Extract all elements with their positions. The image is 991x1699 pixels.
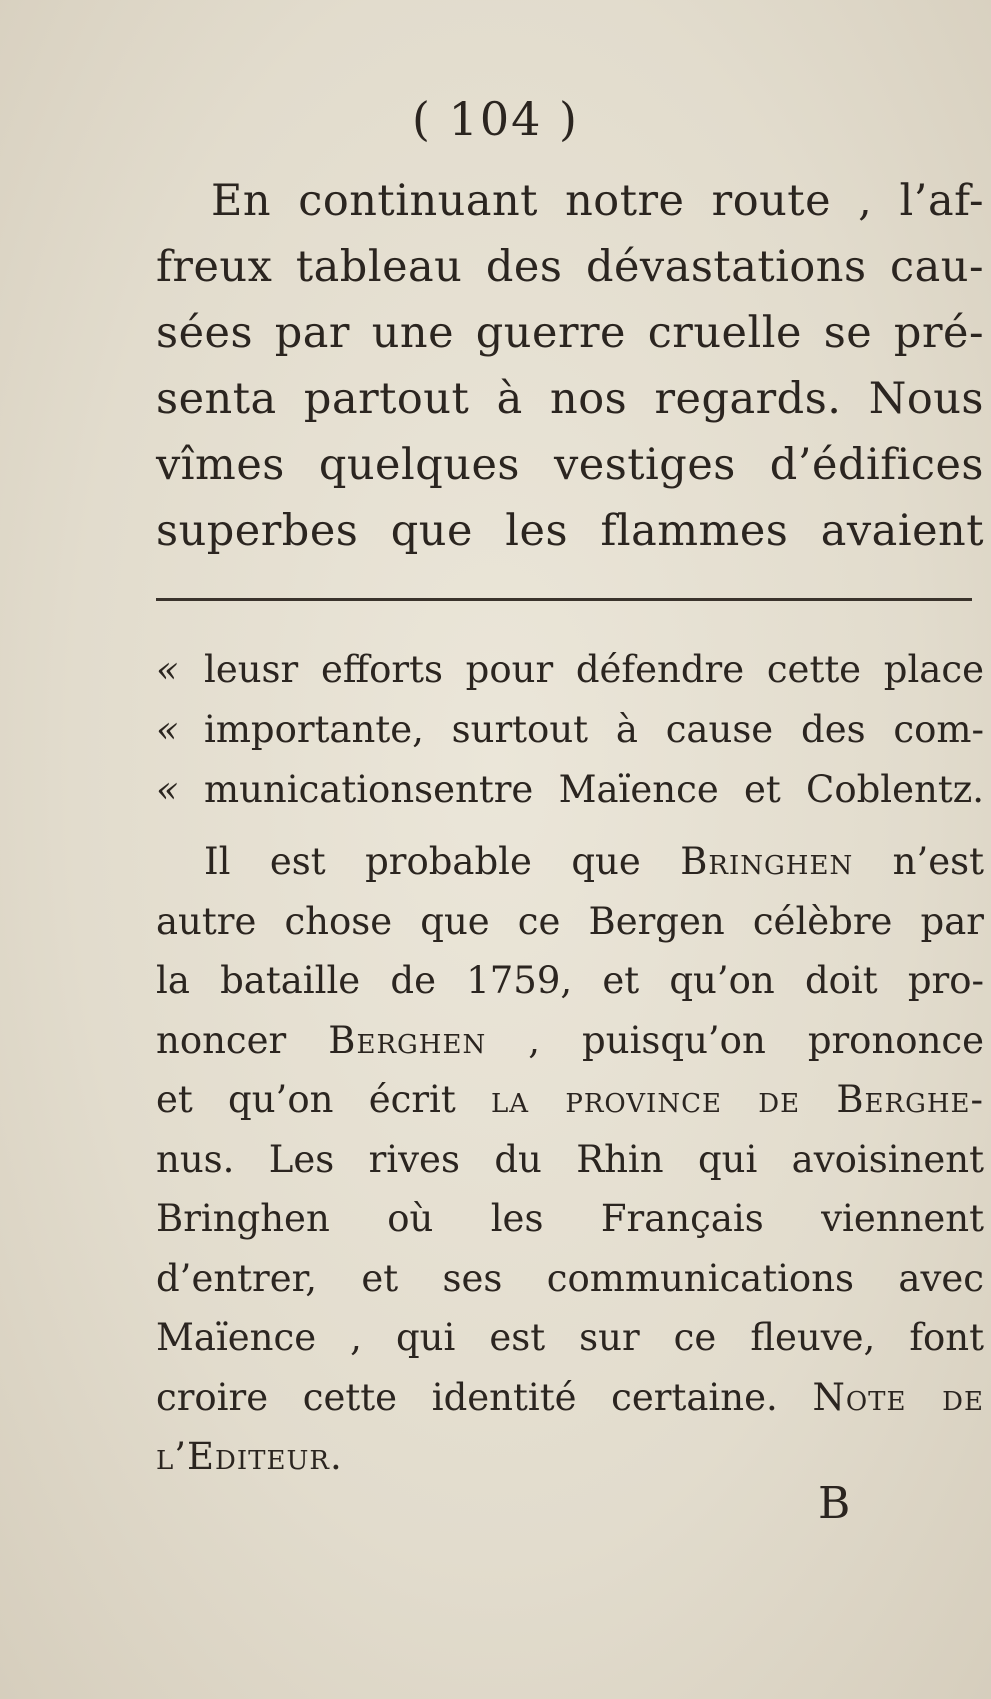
place-name: Berghen	[328, 1018, 487, 1062]
quoted-line	[156, 760, 984, 820]
note-line	[156, 1070, 984, 1130]
note-line: d’entrer, et ses communications avec	[156, 1256, 984, 1300]
main-line: senta partout à nos regards. Nous	[156, 374, 984, 424]
place-name: la province de Berghe-	[491, 1078, 984, 1121]
note-line: Bringhen où les Français viennent	[156, 1197, 984, 1240]
note-line	[156, 832, 984, 892]
editor-note	[156, 832, 984, 1487]
note-text: croire cette identité certaine.	[156, 1375, 778, 1419]
editor-attribution: Note de	[812, 1375, 985, 1419]
note-text: noncer	[156, 1018, 287, 1062]
quote-mark: «	[156, 648, 179, 691]
footnote	[156, 640, 984, 1487]
main-line: superbes que les flammes avaient	[156, 506, 984, 556]
quote-mark: «	[156, 768, 179, 811]
note-text: n’est	[892, 840, 984, 883]
quoted-text: leusr efforts pour défendre cette place	[204, 648, 984, 691]
note-line: autre chose que ce Bergen célèbre par	[156, 899, 984, 943]
footnote-rule	[156, 598, 972, 601]
note-line: la bataille de 1759, et qu’on doit pro-	[156, 959, 984, 1002]
quoted-line	[156, 640, 984, 700]
note-line: nus. Les rives du Rhin qui avoisinent	[156, 1137, 984, 1181]
note-line: Maïence , qui est sur ce fleuve, font	[156, 1316, 984, 1359]
note-text: , puisqu’on prononce	[528, 1018, 985, 1062]
quoted-text: importante, surtout à cause des com-	[204, 708, 984, 751]
main-paragraph	[156, 168, 984, 564]
note-text: Il est probable que	[204, 840, 641, 883]
signature-mark: B	[818, 1478, 851, 1529]
main-line: freux tableau des dévastations cau-	[156, 242, 984, 292]
quote-mark: «	[156, 708, 179, 751]
main-line: sées par une guerre cruelle se pré-	[156, 308, 984, 358]
note-line	[156, 1368, 984, 1428]
editor-attribution: l’Editeur.	[156, 1435, 343, 1478]
main-line: vîmes quelques vestiges d’édifices	[156, 440, 984, 490]
quoted-text: municationsentre Maïence et Coblentz.	[204, 768, 984, 811]
note-text: et qu’on écrit	[156, 1078, 456, 1121]
quoted-line	[156, 700, 984, 760]
main-line: En continuant notre route , l’af-	[211, 176, 984, 226]
note-line	[156, 1011, 984, 1071]
page-number: ( 104 )	[412, 92, 579, 146]
place-name: Bringhen	[680, 840, 854, 883]
